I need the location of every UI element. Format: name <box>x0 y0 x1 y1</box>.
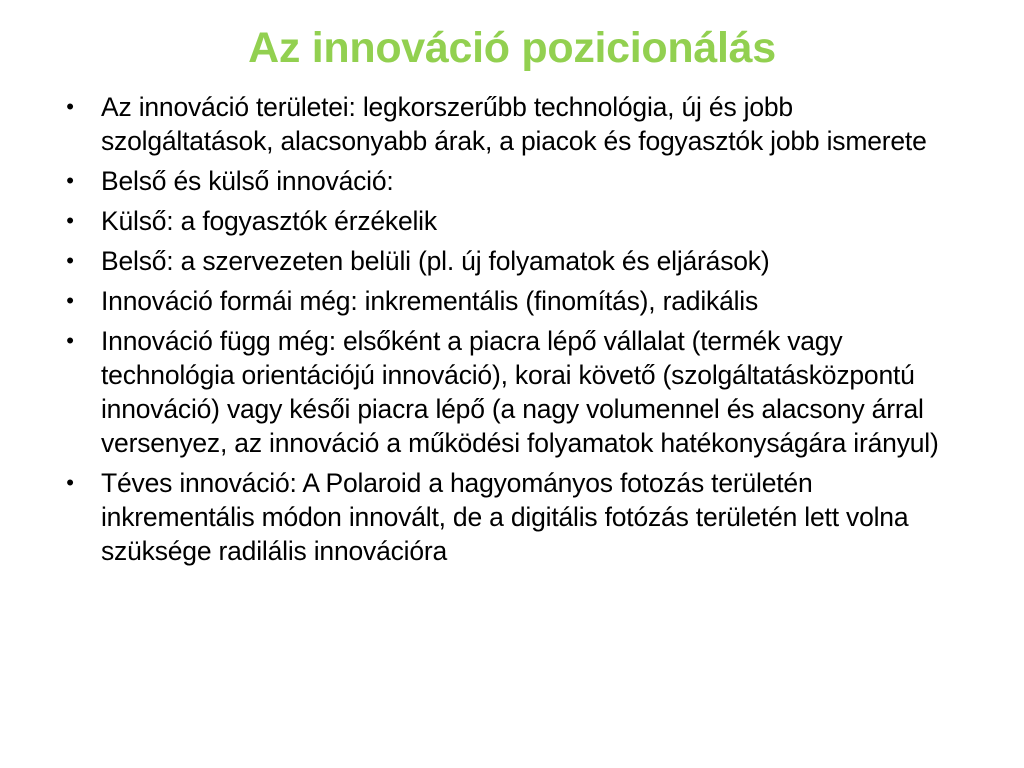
bullet-text: Belső: a szervezeten belüli (pl. új folyamatok és eljárások) <box>101 246 770 276</box>
bullet-text: Külső: a fogyasztók érzékelik <box>101 206 437 236</box>
bullet-list <box>60 90 960 574</box>
bullet-icon: • <box>66 94 74 119</box>
bullet-item <box>60 466 960 568</box>
bullet-item <box>60 244 960 278</box>
bullet-icon: • <box>66 288 74 313</box>
bullet-text: Innováció függ még: elsőként a piacra lépő vállalat (termék vagy technológia orientációjú innováció), korai követő (szolgáltatásközpontú innováció) vagy késői piacra lépő (a nagy volumennel és alacsony árral versenyez, az innováció a működési folyamatok hatékonyságára irányul) <box>101 326 939 458</box>
bullet-item <box>60 324 960 460</box>
bullet-icon: • <box>66 168 74 193</box>
bullet-icon: • <box>66 328 74 353</box>
slide-title: Az innováció pozicionálás <box>248 24 776 72</box>
bullet-text: Téves innováció: A Polaroid a hagyományos fotozás területén inkrementális módon innovált, de a digitális fotózás területén lett volna szüksége radilális innovációra <box>101 468 909 566</box>
bullet-icon: • <box>66 470 74 495</box>
bullet-icon: • <box>66 208 74 233</box>
bullet-item <box>60 204 960 238</box>
bullet-item <box>60 164 960 198</box>
bullet-text: Belső és külső innováció: <box>101 166 394 196</box>
bullet-text: Az innováció területei: legkorszerűbb technológia, új és jobb szolgáltatások, alacsonyabb árak, a piacok és fogyasztók jobb ismerete <box>101 92 927 156</box>
bullet-text: Innováció formái még: inkrementális (finomítás), radikális <box>101 286 759 316</box>
bullet-icon: • <box>66 248 74 273</box>
bullet-item <box>60 90 960 158</box>
bullet-item <box>60 284 960 318</box>
